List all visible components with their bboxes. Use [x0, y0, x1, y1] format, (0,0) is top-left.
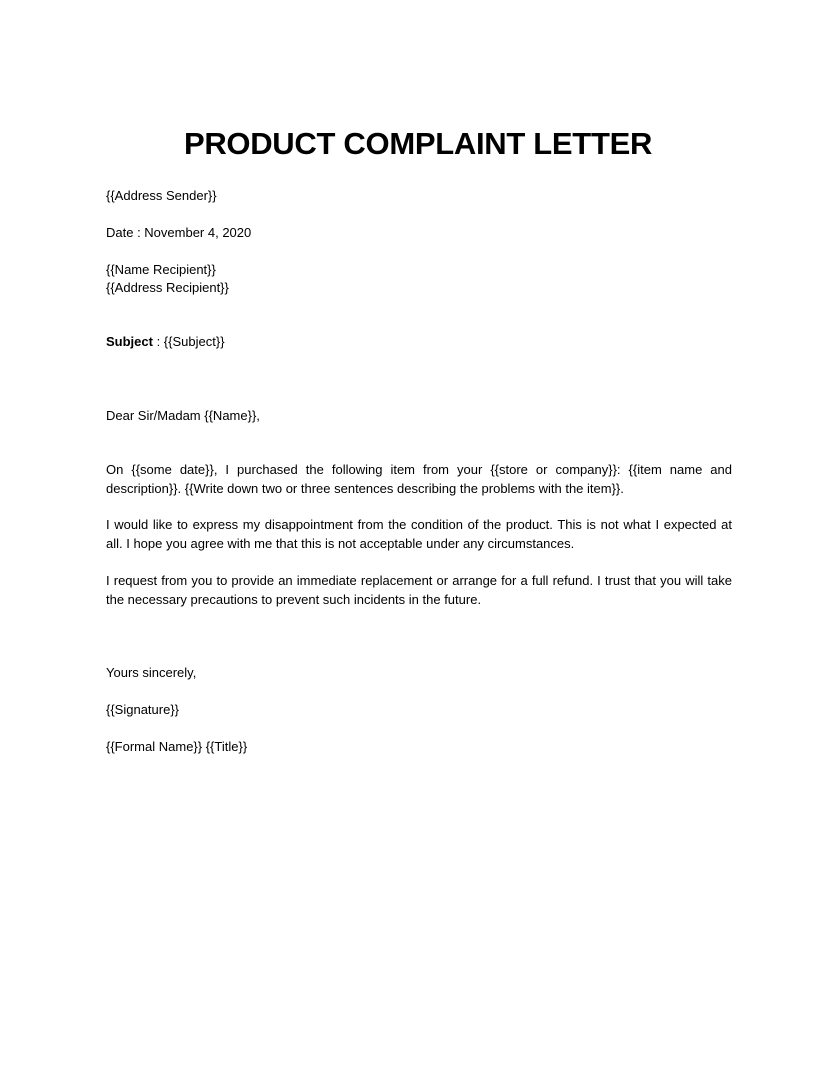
- subject-label: Subject: [106, 334, 153, 349]
- formal-name-title: {{Formal Name}} {{Title}}: [106, 739, 248, 754]
- date-line: [106, 224, 251, 242]
- document-title: PRODUCT COMPLAINT LETTER: [183, 126, 653, 161]
- subject-line: [106, 333, 225, 351]
- subject-value: : {{Subject}}: [152, 334, 225, 349]
- address-sender: {{Address Sender}}: [106, 188, 217, 203]
- date-value: November 4, 2020: [144, 225, 252, 240]
- body-paragraph-2: I would like to express my disappointment from the condition of the product. This is not what I expected at all. I hope you agree with me that this is not acceptable under any circumstances.: [106, 517, 732, 551]
- body-paragraph-1: On {{some date}}, I purchased the following item from your {{store or company}}: {{item name and description}}. {{Write down two or three sentences describing the problems with the item}}.: [106, 462, 732, 496]
- name-recipient: {{Name Recipient}}: [106, 262, 216, 277]
- address-recipient: {{Address Recipient}}: [106, 280, 229, 295]
- salutation: Dear Sir/Madam {{Name}},: [106, 408, 260, 423]
- date-label: Date :: [106, 225, 145, 240]
- closing: Yours sincerely,: [106, 665, 197, 680]
- body-paragraph-3: I request from you to provide an immediate replacement or arrange for a full refund. I trust that you will take the necessary precautions to prevent such incidents in the future.: [106, 573, 732, 607]
- signature: {{Signature}}: [106, 702, 180, 717]
